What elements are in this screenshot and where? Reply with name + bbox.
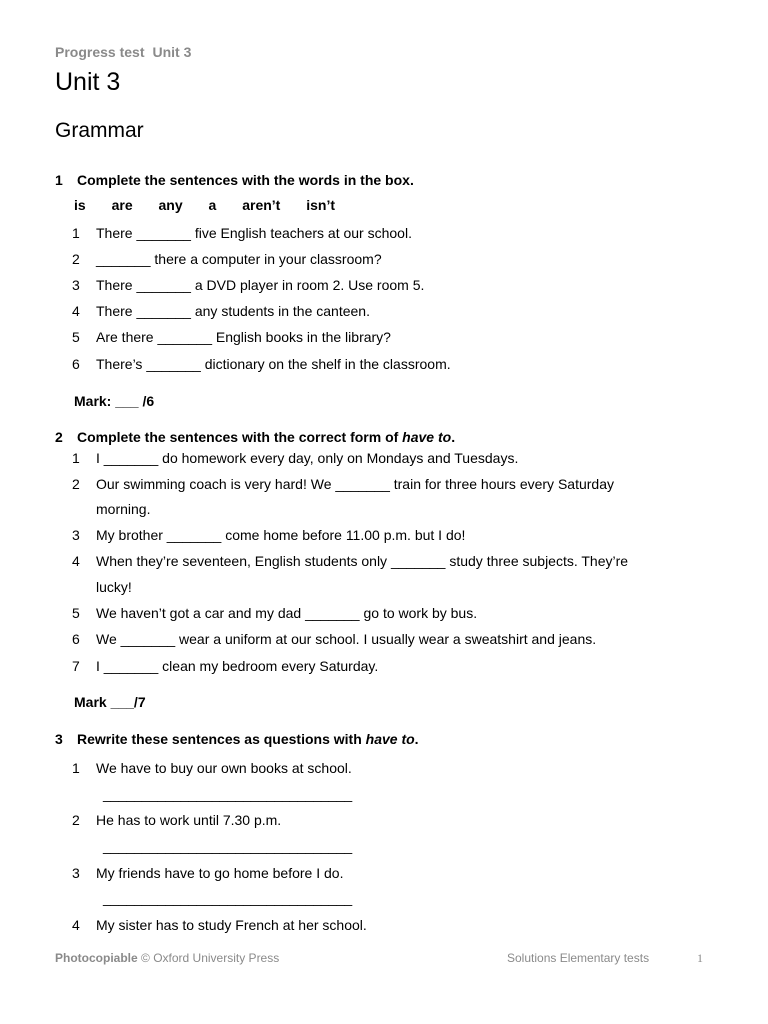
ex3-instruction-end: . (414, 731, 419, 747)
item-text: When they’re seventeen, English students only _______ study three subjects. They’re (96, 553, 629, 569)
item-number: 2 (72, 251, 80, 267)
ex1-mark: Mark: ___ /6 (74, 393, 155, 409)
header-left: Progress test (55, 44, 145, 60)
ex3-instruction-text: Rewrite these sentences as questions with (77, 731, 366, 747)
item-text: There _______ a DVD player in room 2. Use room 5. (96, 277, 425, 293)
ex1-item (72, 277, 424, 293)
word-box-word: a (208, 197, 217, 213)
ex2-item (72, 450, 518, 466)
ex2-instruction-emphasis: have to (402, 429, 452, 445)
item-number: 4 (72, 303, 80, 319)
ex2-item (72, 476, 614, 492)
item-text: I _______ clean my bedroom every Saturday. (96, 658, 379, 674)
answer-line[interactable]: ________________________________ (103, 786, 353, 802)
ex1-instruction-text: Complete the sentences with the words in the box. (77, 172, 414, 188)
ex2-item (72, 553, 628, 569)
item-number: 3 (72, 865, 80, 881)
ex3-item (72, 917, 367, 933)
ex2-item (72, 658, 378, 674)
unit-title: Unit 3 (55, 68, 121, 96)
footer-series: Solutions Elementary tests (507, 951, 650, 965)
copyright-symbol: © (141, 951, 150, 965)
header-right: Unit 3 (152, 44, 192, 60)
ex1-item (72, 303, 370, 319)
photocopiable-label: Photocopiable (55, 951, 138, 965)
ex1-item (72, 225, 412, 241)
item-number: 4 (72, 917, 80, 933)
item-number: 1 (72, 760, 80, 776)
ex2-item (72, 631, 596, 647)
ex3-item (72, 865, 343, 881)
ex3-instruction (55, 731, 419, 747)
ex2-item-continuation: lucky! (96, 579, 132, 595)
page-header (55, 44, 191, 60)
answer-line[interactable]: ________________________________ (103, 890, 353, 906)
ex2-number: 2 (55, 429, 63, 445)
page-number: 1 (697, 951, 703, 965)
item-number: 2 (72, 476, 80, 492)
item-text: There _______ any students in the canteen. (96, 303, 370, 319)
ex2-item (72, 605, 477, 621)
item-number: 7 (72, 658, 80, 674)
ex1-instruction (55, 172, 414, 188)
ex2-instruction (55, 429, 455, 445)
item-number: 2 (72, 812, 80, 828)
word-box (74, 197, 357, 213)
ex2-instruction-text: Complete the sentences with the correct form of (77, 429, 403, 445)
item-text: There’s _______ dictionary on the shelf in the classroom. (96, 356, 451, 372)
ex1-item (72, 356, 451, 372)
section-title: Grammar (55, 119, 144, 142)
ex1-item (72, 251, 382, 267)
footer-left (55, 951, 279, 965)
ex1-number: 1 (55, 172, 63, 188)
ex2-item-continuation: morning. (96, 501, 151, 517)
item-text: I _______ do homework every day, only on Mondays and Tuesdays. (96, 450, 519, 466)
item-text: My sister has to study French at her school. (96, 917, 367, 933)
item-text: We have to buy our own books at school. (96, 760, 352, 776)
item-text: We haven’t got a car and my dad _______ go to work by bus. (96, 605, 478, 621)
item-number: 5 (72, 605, 80, 621)
item-number: 5 (72, 329, 80, 345)
ex3-item (72, 812, 281, 828)
item-number: 1 (72, 450, 80, 466)
item-number: 1 (72, 225, 80, 241)
ex2-item (72, 527, 465, 543)
item-number: 6 (72, 631, 80, 647)
ex1-item (72, 329, 391, 345)
word-box-word: is (74, 197, 86, 213)
word-box-word: are (111, 197, 133, 213)
ex3-item (72, 760, 352, 776)
item-text: My friends have to go home before I do. (96, 865, 344, 881)
item-number: 3 (72, 527, 80, 543)
item-text: He has to work until 7.30 p.m. (96, 812, 282, 828)
item-text: My brother _______ come home before 11.00 p.m. but I do! (96, 527, 466, 543)
item-text: _______ there a computer in your classroom? (96, 251, 382, 267)
item-number: 3 (72, 277, 80, 293)
word-box-word: any (158, 197, 183, 213)
ex2-mark: Mark ___/7 (74, 694, 146, 710)
item-number: 6 (72, 356, 80, 372)
publisher-name: Oxford University Press (153, 951, 280, 965)
item-text: There _______ five English teachers at our school. (96, 225, 412, 241)
item-text: We _______ wear a uniform at our school. I usually wear a sweatshirt and jeans. (96, 631, 597, 647)
item-text: Are there _______ English books in the library? (96, 329, 391, 345)
answer-line[interactable]: ________________________________ (103, 838, 353, 854)
item-number: 4 (72, 553, 80, 569)
item-text: Our swimming coach is very hard! We _______ train for three hours every Saturday (96, 476, 614, 492)
word-box-word: aren’t (242, 197, 281, 213)
word-box-word: isn’t (306, 197, 335, 213)
ex3-number: 3 (55, 731, 63, 747)
ex2-instruction-end: . (451, 429, 456, 445)
ex3-instruction-emphasis: have to (365, 731, 415, 747)
